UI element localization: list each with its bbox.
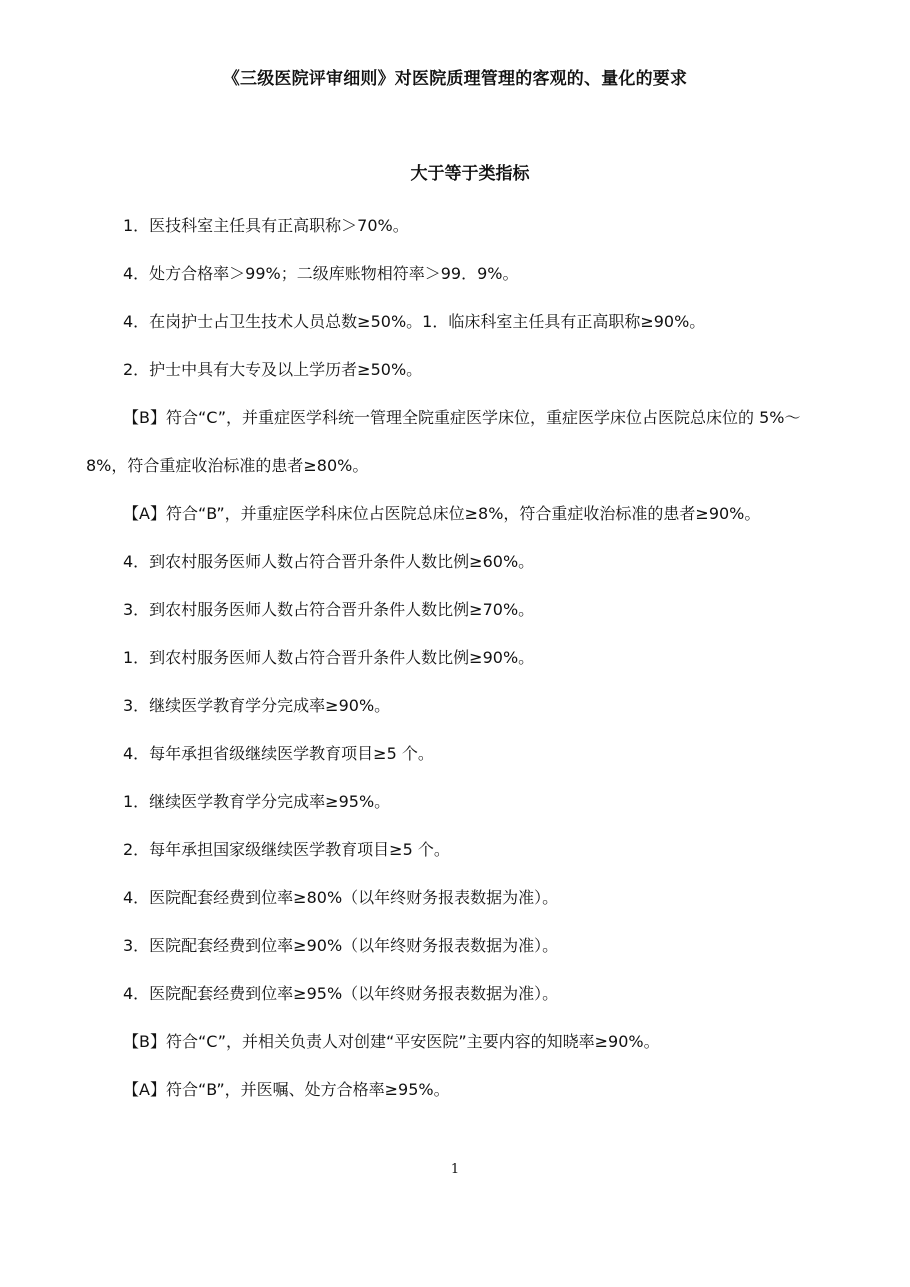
paragraph: 4．处方合格率＞99%；二级库账物相符率＞99．9%。 bbox=[123, 264, 519, 283]
section-heading: 大于等于类指标 bbox=[410, 164, 530, 184]
paragraph: 2．每年承担国家级继续医学教育项目≥5 个。 bbox=[123, 840, 450, 859]
paragraph: 4．医院配套经费到位率≥95%（以年终财务报表数据为准）。 bbox=[123, 984, 559, 1003]
paragraph: 【B】符合“C”，并相关负责人对创建“平安医院”主要内容的知晓率≥90%。 bbox=[123, 1032, 660, 1051]
paragraph: 4．到农村服务医师人数占符合晋升条件人数比例≥60%。 bbox=[123, 552, 535, 571]
paragraph: 3．医院配套经费到位率≥90%（以年终财务报表数据为准）。 bbox=[123, 936, 559, 955]
paragraph: 【B】符合“C”，并重症医学科统一管理全院重症医学床位，重症医学床位占医院总床位的 5%～8%，符合重症收治标准的患者≥80%。 bbox=[86, 408, 801, 475]
page-number: 1 bbox=[450, 1162, 460, 1177]
paragraph: 3．继续医学教育学分完成率≥90%。 bbox=[123, 696, 391, 715]
paragraph: 2．护士中具有大专及以上学历者≥50%。 bbox=[123, 360, 423, 379]
paragraph: 【A】符合“B”，并医嘱、处方合格率≥95%。 bbox=[123, 1080, 450, 1099]
paragraph: 1．到农村服务医师人数占符合晋升条件人数比例≥90%。 bbox=[123, 648, 535, 667]
document-body bbox=[86, 202, 826, 1114]
paragraph: 4．医院配套经费到位率≥80%（以年终财务报表数据为准）。 bbox=[123, 888, 559, 907]
paragraph: 【A】符合“B”，并重症医学科床位占医院总床位≥8%，符合重症收治标准的患者≥90%。 bbox=[123, 504, 761, 523]
paragraph: 1．继续医学教育学分完成率≥95%。 bbox=[123, 792, 391, 811]
paragraph: 4．在岗护士占卫生技术人员总数≥50%。1．临床科室主任具有正高职称≥90%。 bbox=[123, 312, 706, 331]
paragraph: 4．每年承担省级继续医学教育项目≥5 个。 bbox=[123, 744, 434, 763]
paragraph: 3．到农村服务医师人数占符合晋升条件人数比例≥70%。 bbox=[123, 600, 535, 619]
document-title: 《三级医院评审细则》对医院质理管理的客观的、量化的要求 bbox=[222, 69, 688, 89]
paragraph: 1．医技科室主任具有正高职称＞70%。 bbox=[123, 216, 409, 235]
